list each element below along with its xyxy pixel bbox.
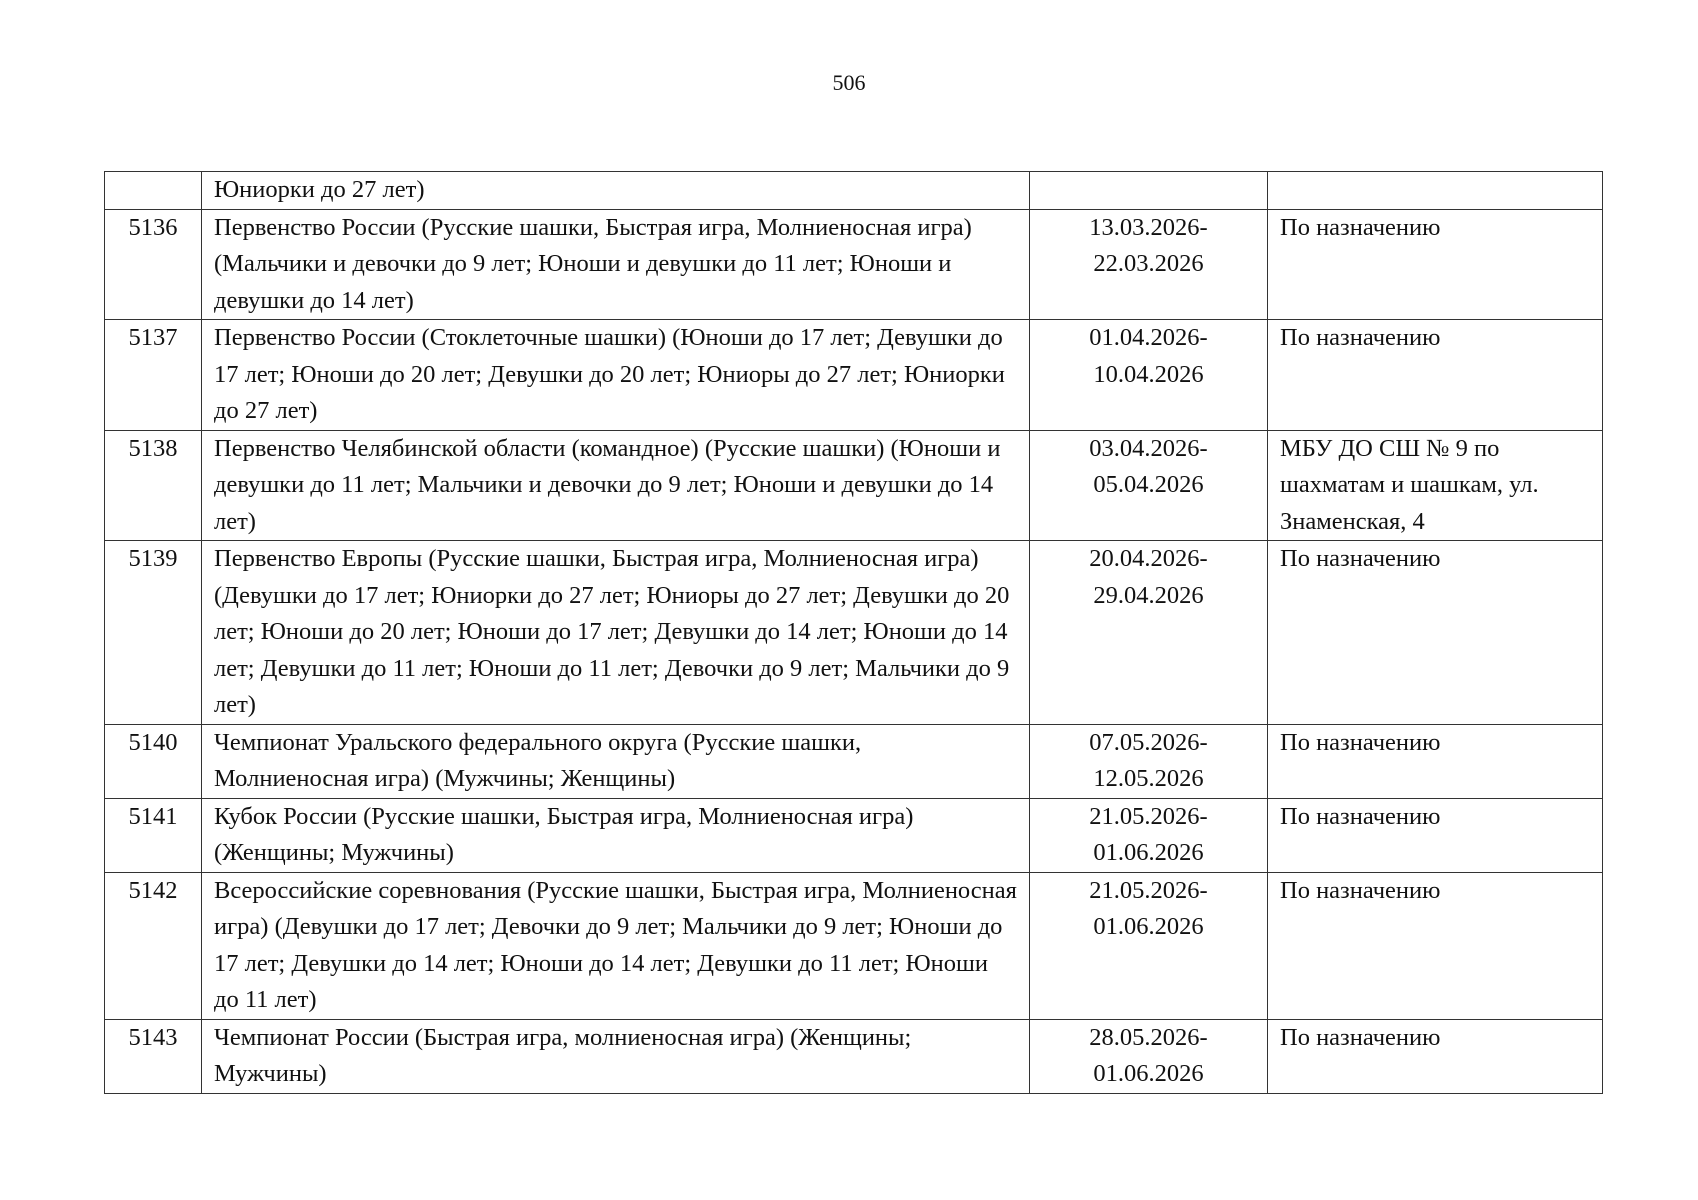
event-name: Юниорки до 27 лет) bbox=[202, 172, 1030, 210]
event-dates bbox=[1030, 172, 1268, 210]
event-name: Кубок России (Русские шашки, Быстрая игра, Молниеносная игра) (Женщины; Мужчины) bbox=[202, 798, 1030, 872]
event-dates: 28.05.2026-01.06.2026 bbox=[1030, 1019, 1268, 1093]
row-number: 5143 bbox=[105, 1019, 202, 1093]
event-name: Первенство России (Русские шашки, Быстрая игра, Молниеносная игра) (Мальчики и девочки до 9 лет; Юноши и девушки до 11 лет; Юноши и девушки до 14 лет) bbox=[202, 209, 1030, 320]
event-name: Первенство Европы (Русские шашки, Быстрая игра, Молниеносная игра) (Девушки до 17 лет; Юниорки до 27 лет; Юниоры до 27 лет; Девушки до 20 лет; Юноши до 20 лет; Юноши до 17 лет; Девушки до 14 лет; Юноши до 14 лет; Девушки до 11 лет; Юноши до 11 лет; Девочки до 9 лет; Мальчики до 9 лет) bbox=[202, 541, 1030, 725]
page-number: 506 bbox=[832, 70, 866, 95]
event-dates: 20.04.2026-29.04.2026 bbox=[1030, 541, 1268, 725]
row-number: 5138 bbox=[105, 430, 202, 541]
row-number: 5140 bbox=[105, 724, 202, 798]
event-place: По назначению bbox=[1268, 1019, 1603, 1093]
event-dates: 07.05.2026-12.05.2026 bbox=[1030, 724, 1268, 798]
event-place: МБУ ДО СШ № 9 по шахматам и шашкам, ул. Знаменская, 4 bbox=[1268, 430, 1603, 541]
row-number bbox=[105, 172, 202, 210]
event-dates: 01.04.2026-10.04.2026 bbox=[1030, 320, 1268, 431]
table-row bbox=[105, 872, 1603, 1019]
table-row bbox=[105, 541, 1603, 725]
event-name: Чемпионат России (Быстрая игра, молниеносная игра) (Женщины; Мужчины) bbox=[202, 1019, 1030, 1093]
table-row bbox=[105, 430, 1603, 541]
event-place: По назначению bbox=[1268, 320, 1603, 431]
event-place: По назначению bbox=[1268, 724, 1603, 798]
event-dates: 03.04.2026-05.04.2026 bbox=[1030, 430, 1268, 541]
row-number: 5136 bbox=[105, 209, 202, 320]
event-place: По назначению bbox=[1268, 541, 1603, 725]
event-place: По назначению bbox=[1268, 798, 1603, 872]
events-table bbox=[104, 171, 1603, 1094]
event-dates: 21.05.2026-01.06.2026 bbox=[1030, 872, 1268, 1019]
row-number: 5139 bbox=[105, 541, 202, 725]
table-row bbox=[105, 172, 1603, 210]
event-dates: 21.05.2026-01.06.2026 bbox=[1030, 798, 1268, 872]
table-row bbox=[105, 320, 1603, 431]
table-row bbox=[105, 1019, 1603, 1093]
row-number: 5137 bbox=[105, 320, 202, 431]
table-row bbox=[105, 209, 1603, 320]
table-row bbox=[105, 724, 1603, 798]
event-name: Первенство России (Стоклеточные шашки) (Юноши до 17 лет; Девушки до 17 лет; Юноши до 20 лет; Девушки до 20 лет; Юниоры до 27 лет; Юниорки до 27 лет) bbox=[202, 320, 1030, 431]
row-number: 5141 bbox=[105, 798, 202, 872]
event-place bbox=[1268, 172, 1603, 210]
event-dates: 13.03.2026-22.03.2026 bbox=[1030, 209, 1268, 320]
table-row bbox=[105, 798, 1603, 872]
row-number: 5142 bbox=[105, 872, 202, 1019]
event-place: По назначению bbox=[1268, 872, 1603, 1019]
event-name: Всероссийские соревнования (Русские шашки, Быстрая игра, Молниеносная игра) (Девушки до 17 лет; Девочки до 9 лет; Мальчики до 9 лет; Юноши до 17 лет; Девушки до 14 лет; Юноши до 14 лет; Девушки до 11 лет; Юноши до 11 лет) bbox=[202, 872, 1030, 1019]
event-name: Чемпионат Уральского федерального округа (Русские шашки, Молниеносная игра) (Мужчины; Женщины) bbox=[202, 724, 1030, 798]
event-name: Первенство Челябинской области (командное) (Русские шашки) (Юноши и девушки до 11 лет; Мальчики и девочки до 9 лет; Юноши и девушки до 14 лет) bbox=[202, 430, 1030, 541]
event-place: По назначению bbox=[1268, 209, 1603, 320]
